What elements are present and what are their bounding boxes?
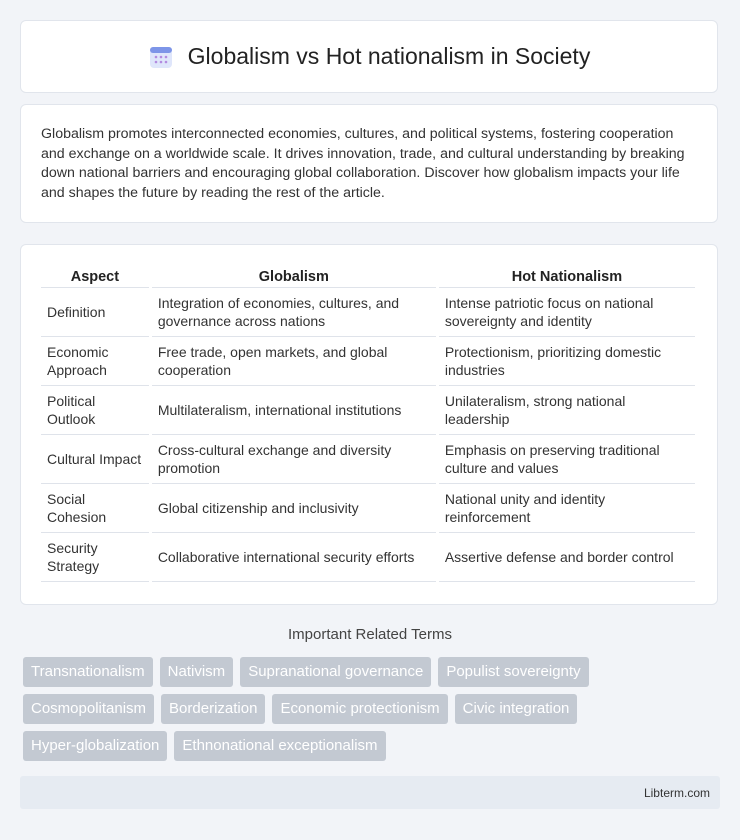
table-cell: Unilateralism, strong national leadership bbox=[439, 386, 695, 435]
table-cell: Economic Approach bbox=[41, 337, 149, 386]
footer bbox=[20, 776, 720, 809]
table-cell: Free trade, open markets, and global cooperation bbox=[152, 337, 436, 386]
table-cell: Cross-cultural exchange and diversity promotion bbox=[152, 435, 436, 484]
calendar-icon bbox=[148, 44, 174, 70]
table-cell: Multilateralism, international institutions bbox=[152, 386, 436, 435]
intro-card bbox=[20, 104, 718, 223]
intro-text: Globalism promotes interconnected economies, cultures, and political systems, fostering cooperation and exchange on a worldwide scale. It drives innovation, trade, and cultural understanding by breaking down national barriers and encouraging global collaboration. Discover how globalism impacts your life and shapes the future by reading the rest of the article. bbox=[41, 126, 685, 201]
term-tag[interactable]: Cosmopolitanism bbox=[23, 694, 154, 724]
table-row bbox=[41, 386, 695, 435]
table-cell: Political Outlook bbox=[41, 386, 149, 435]
table-cell: Protectionism, prioritizing domestic industries bbox=[439, 337, 695, 386]
table-cell: Emphasis on preserving traditional culture and values bbox=[439, 435, 695, 484]
term-tag[interactable]: Borderization bbox=[161, 694, 265, 724]
term-tag[interactable]: Supranational governance bbox=[240, 657, 431, 687]
term-tag[interactable]: Ethnonational exceptionalism bbox=[174, 731, 385, 761]
table-row bbox=[41, 337, 695, 386]
table-row bbox=[41, 533, 695, 582]
term-tag[interactable]: Hyper-globalization bbox=[23, 731, 167, 761]
table-cell: National unity and identity reinforcement bbox=[439, 484, 695, 533]
term-tag[interactable]: Transnationalism bbox=[23, 657, 153, 687]
table-cell: Collaborative international security efforts bbox=[152, 533, 436, 582]
term-tag[interactable]: Populist sovereignty bbox=[438, 657, 588, 687]
title-card bbox=[20, 20, 718, 93]
table-cell: Intense patriotic focus on national sovereignty and identity bbox=[439, 288, 695, 337]
term-tag[interactable]: Economic protectionism bbox=[272, 694, 447, 724]
table-cell: Assertive defense and border control bbox=[439, 533, 695, 582]
table-cell: Cultural Impact bbox=[41, 435, 149, 484]
table-cell: Definition bbox=[41, 288, 149, 337]
table-cell: Integration of economies, cultures, and governance across nations bbox=[152, 288, 436, 337]
column-header: Globalism bbox=[152, 265, 436, 288]
table-row bbox=[41, 484, 695, 533]
column-header: Aspect bbox=[41, 265, 149, 288]
table-cell: Security Strategy bbox=[41, 533, 149, 582]
comparison-table bbox=[38, 265, 698, 582]
term-tag[interactable]: Civic integration bbox=[455, 694, 578, 724]
page-title: Globalism vs Hot nationalism in Society bbox=[187, 43, 591, 69]
table-cell: Social Cohesion bbox=[41, 484, 149, 533]
term-tag[interactable]: Nativism bbox=[160, 657, 234, 687]
related-terms-list bbox=[23, 657, 723, 761]
column-header: Hot Nationalism bbox=[439, 265, 695, 288]
related-terms-title: Important Related Terms bbox=[288, 626, 452, 643]
table-header-row bbox=[41, 265, 695, 288]
table-cell: Global citizenship and inclusivity bbox=[152, 484, 436, 533]
comparison-card bbox=[20, 244, 718, 605]
footer-site-link[interactable]: Libterm.com bbox=[643, 785, 710, 800]
table-row bbox=[41, 435, 695, 484]
table-row bbox=[41, 288, 695, 337]
